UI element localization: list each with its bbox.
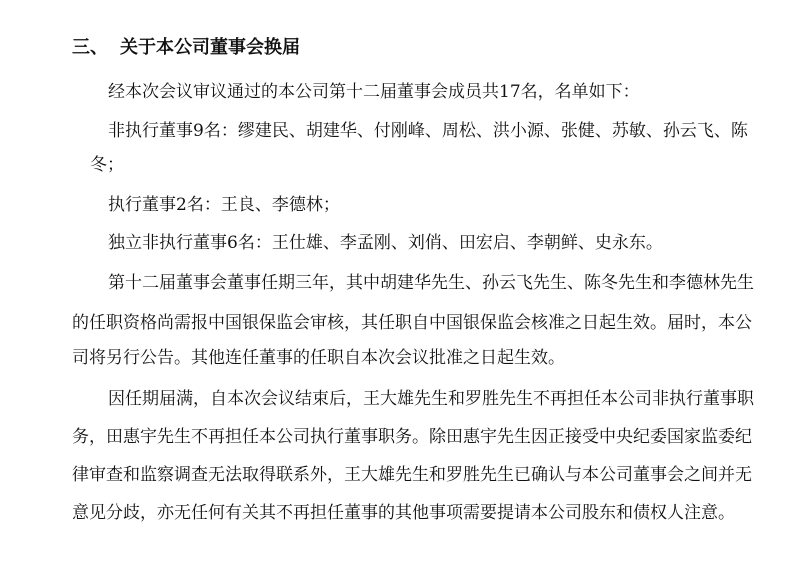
non-executive-directors-line-2: 冬； xyxy=(90,155,124,175)
term-paragraph-line-2: 的任职资格尚需报中国银保监会审核，其任职自中国银保监会核准之日起生效。届时，本公 xyxy=(72,313,752,333)
section-title: 关于本公司董事会换届 xyxy=(120,37,300,58)
section-heading xyxy=(72,36,300,60)
expiry-paragraph-line-2: 务，田惠宇先生不再担任本公司执行董事职务。除田惠宇先生因正接受中央纪委国家监委纪 xyxy=(72,427,752,447)
expiry-paragraph-line-3: 律审查和监察调查无法取得联系外，王大雄先生和罗胜先生已确认与本公司董事会之间并无 xyxy=(72,465,752,485)
expiry-paragraph-line-1: 因任期届满，自本次会议结束后，王大雄先生和罗胜先生不再担任本公司非执行董事职 xyxy=(108,389,754,409)
intro-paragraph: 经本次会议审议通过的本公司第十二届董事会成员共17名，名单如下： xyxy=(108,82,640,102)
section-number: 三、 xyxy=(72,37,108,58)
term-paragraph-line-3: 司将另行公告。其他连任董事的任职自本次会议批准之日起生效。 xyxy=(72,348,565,368)
executive-directors-line: 执行董事2名：王良、李德林； xyxy=(108,195,340,215)
non-executive-directors-line-1: 非执行董事9名：缪建民、胡建华、付刚峰、周松、洪小源、张健、苏敏、孙云飞、陈 xyxy=(108,121,748,141)
expiry-paragraph-line-4: 意见分歧，亦无任何有关其不再担任董事的其他事项需要提请本公司股东和债权人注意。 xyxy=(72,503,735,523)
term-paragraph-line-1: 第十二届董事会董事任期三年，其中胡建华先生、孙云飞先生、陈冬先生和李德林先生 xyxy=(108,273,754,293)
independent-directors-line: 独立非执行董事6名：王仕雄、李孟刚、刘俏、田宏启、李朝鲜、史永东。 xyxy=(108,233,663,253)
